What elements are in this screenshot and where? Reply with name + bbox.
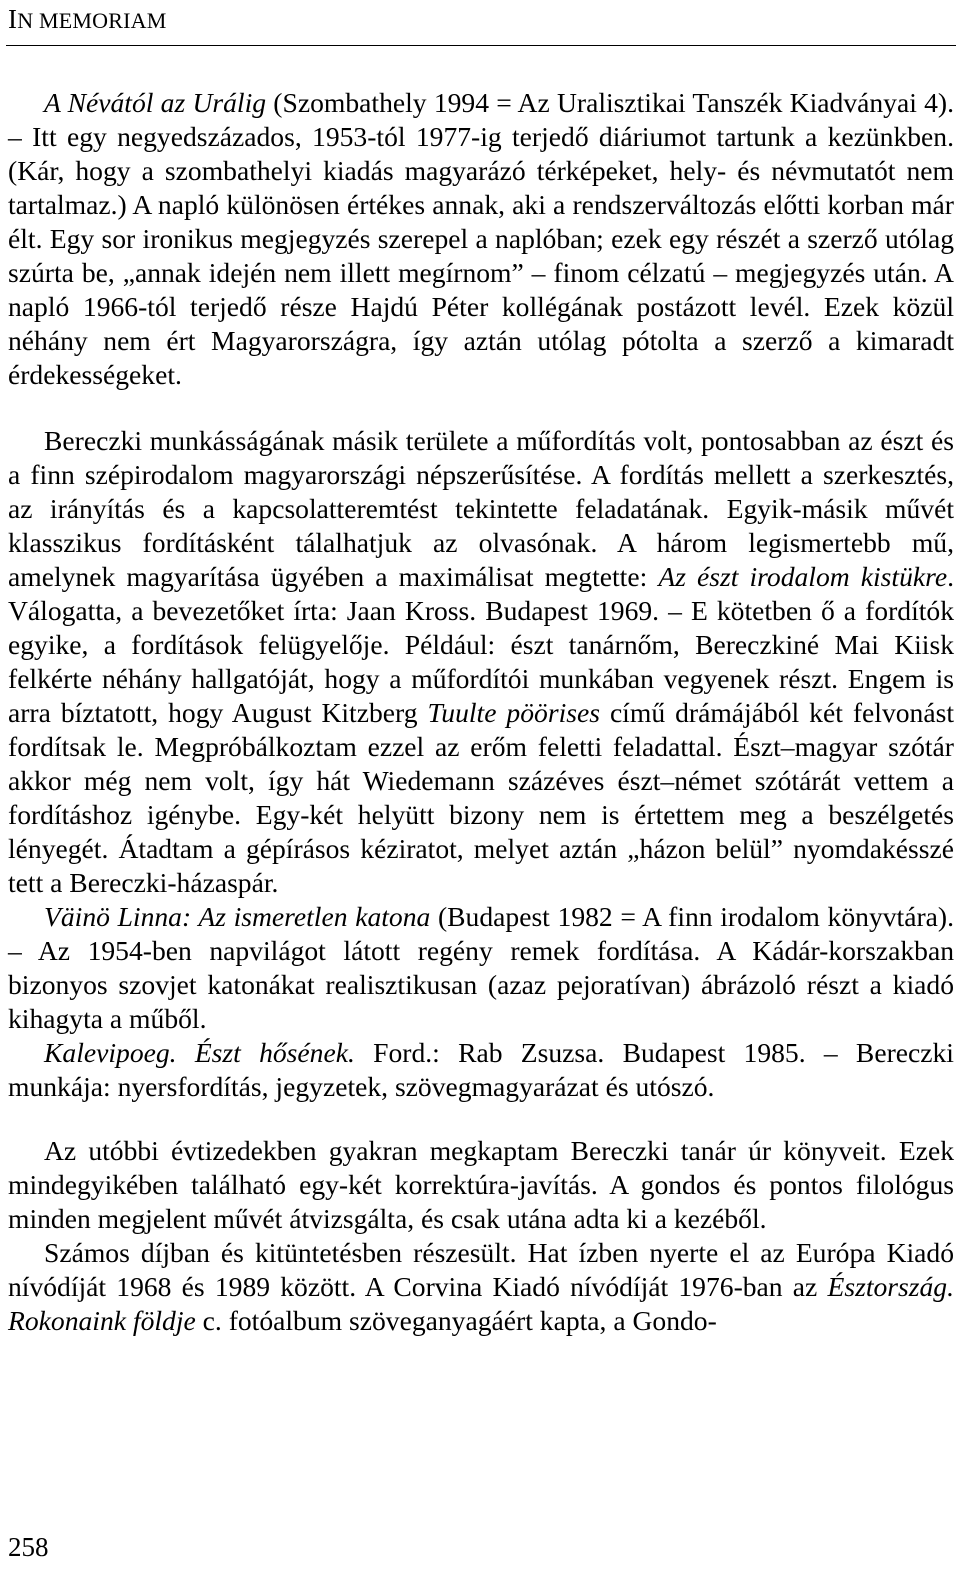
title-esztorszag: Észtország. Rokonaink földje <box>8 1271 954 1336</box>
paragraph-text: Az utóbbi évtizedekben gyakran megkaptam Bereczki tanár úr könyveit. Ezek mindegyikében található egy-két korrektúra-javítás. A gondos és pontos filológus minden megjelent művét átvizsgálta, és csak utána adta ki a kezéből. <box>8 1135 954 1234</box>
paragraph-linna <box>8 900 954 1036</box>
running-header <box>8 4 167 35</box>
paragraph-text: Ford.: Rab Zsuzsa. Budapest 1985. – Bereczki munkája: nyersfordítás, jegyzetek, szövegmagyarázat és utószó. <box>8 1037 954 1102</box>
page-number: 258 <box>8 1532 49 1562</box>
paragraph-text: (Szombathely 1994 = Az Uralisztikai Tanszék Kiadványai 4). – Itt egy negyedszázados, 1953-tól 1977-ig terjedő diáriumot tartunk a kezünkben. (Kár, hogy a szombathelyi kiadás magyarázó térképeket, hely- és névmutatót nem tartalmaz.) A napló különösen értékes annak, aki a rendszerváltozás előtti korban már élt. Egy sor ironikus megjegyzés szerepel a naplóban; ezek egy részét a szerző utólag szúrta be, „annak idején nem illett megírnom” – finom célzatú – megjegyzés után. A napló 1966-tól terjedő része Hajdú Péter kollégának postázott levél. Ezek közül néhány nem ért Magyarországra, így aztán utólag pótolta a szerző a kimaradt érdekességeket. <box>8 87 955 390</box>
paragraph-text: Bereczki munkásságának másik területe a műfordítás volt, pontosabban az észt és a finn szépirodalom magyarországi népszerűsítése. A fordítás mellett a szerkesztés, az irányítás és a kapcsolatteremtést tekintette feladatának. Egyik-másik művét klasszikus fordításként tálalhatjuk az olvasónak. A három legismertebb mű, amelynek magyarítása ügyében a maximálisat megtette: <box>8 425 954 592</box>
header-initial: I <box>8 4 18 34</box>
title-eszt-irodalom: Az észt irodalom kistükre <box>658 561 948 592</box>
paragraph-text: Számos díjban és kitüntetésben részesült. Hat ízben nyerte el az Európa Kiadó nívódíját 1968 és 1989 között. A Corvina Kiadó nívódíját 1976-ban az <box>8 1237 954 1302</box>
title-kalevipoeg: Kalevipoeg. Észt hősének. <box>44 1037 355 1068</box>
title-ismeretlen-katona: Väinö Linna: Az ismeretlen katona <box>44 901 431 932</box>
paragraph-text: c. fotóalbum szöveganyagáért kapta, a Gondo- <box>195 1305 717 1336</box>
title-a-nevatol: A Névától az Urálig <box>44 87 267 118</box>
header-rest: N MEMORIAM <box>17 8 167 33</box>
paragraph-text: . Válogatta, a bevezetőket írta: Jaan Kross. Budapest 1969. – E kötetben ő a fordítók egyike, a fordítások felügyelője. Például: észt tanárnőm, Bereczkiné Mai Kiisk felkérte néhány hallgatóját, hogy a műfordítói munkában vegyenek részt. Engem is arra bíztatott, hogy August Kitzberg <box>8 561 954 728</box>
paragraph-text: (Budapest 1982 = A finn irodalom könyvtára). – Az 1954-ben napvilágot látott regény remek fordítása. A Kádár-korszakban bizonyos szovjet katonákat realisztikusan (azaz pejoratívan) ábrázoló részt a kiadó kihagyta a műből. <box>8 901 954 1034</box>
paragraph-text: című drámájából két felvonást fordítsak le. Megpróbálkoztam ezzel az erőm feletti feladattal. Észt–magyar szótár akkor még nem volt, így hát Wiedemann százéves észt–német szótárát vettem a fordításhoz igénybe. Egy-két helyütt bizony nem is értettem meg a beszélgetés lényegét. Átadtam a gépírásos kéziratot, melyet aztán „házon belül” nyomdakésszé tett a Bereczki-házaspár. <box>8 697 954 898</box>
body-text <box>8 54 954 1338</box>
paragraph-kalevipoeg <box>8 1036 954 1104</box>
paragraph-dijak <box>8 1236 954 1338</box>
paragraph-mufordítas <box>8 424 954 900</box>
paragraph-naplo <box>8 86 954 392</box>
title-tuulte-poorises: Tuulte pöörises <box>427 697 600 728</box>
header-rule <box>6 45 956 46</box>
paragraph-konyvek <box>8 1134 954 1236</box>
